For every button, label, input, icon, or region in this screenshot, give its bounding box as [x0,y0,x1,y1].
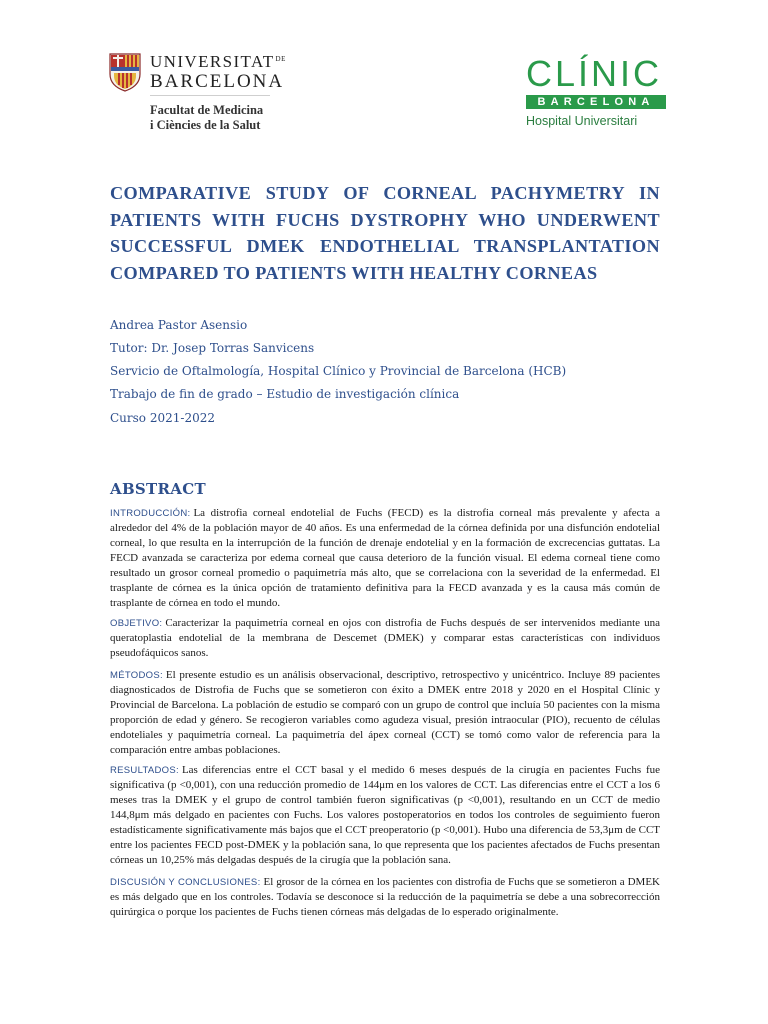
section-text: La distrofia corneal endotelial de Fuchs (FECD) es la distrofia corneal más prevalente y afecta a alrededor del 4% de la población mayor de 40 años. Es una enfermedad de la córnea definida por una disfunción endotelial corneal, lo que resulta en la interrupción de la función de drenaje endotelial y en la formación de excrecencias guttatas. La FECD avanzada se caracteriza por edema corneal que causa deterioro de la función visual. El edema corneal tiene como resultado un grosor corneal promedio o paquimetría más alto, que se correlaciona con la severidad de la enfermedad. El trasplante de córnea es la única opción de tratamiento definitiva para la FECD avanzada y es la causa más común de trasplante de córnea en todo el mundo. [110,507,660,609]
author: Andrea Pastor Asensio [110,318,248,332]
service: Servicio de Oftalmología, Hospital Clínico y Provincial de Barcelona (HCB) [110,364,567,378]
section-label: MÉTODOS: [110,670,163,681]
document-title: COMPARATIVE STUDY OF CORNEAL PACHYMETRY IN PATIENTS WITH FUCHS DYSTROPHY WHO UNDERWENT SUCCESSFUL DMEK ENDOTHELIAL TRANSPLANTATION COMPARED TO PATIENTS WITH HEALTHY CORNEAS [110,183,660,283]
section-label: INTRODUCCIÓN: [110,508,191,519]
ub-name-top-small: DE [275,55,286,63]
section-label: RESULTADOS: [110,765,179,776]
course: Curso 2021-2022 [110,411,215,425]
abstract-methods [110,668,660,758]
section-label: OBJETIVO: [110,618,163,629]
work-type: Trabajo de fin de grado – Estudio de investigación clínica [110,387,460,401]
ub-logo [108,48,288,138]
clinic-name: CLÍNIC [526,53,663,94]
ub-faculty-line1: Facultat de Medicina [150,103,264,117]
ub-name-top: $UNIVERSITAT^{DE}$ [150,52,286,71]
abstract-heading: ABSTRACT [110,480,206,498]
clinic-subtitle: Hospital Universitari [526,114,638,128]
section-label: DISCUSIÓN Y CONCLUSIONES: [110,877,261,888]
abstract-results [110,763,660,868]
ub-divider [150,95,270,96]
abstract-discussion [110,875,660,920]
section-text: El grosor de la córnea en los pacientes con distrofia de Fuchs que se sometieron a DMEK es más delgado que en los controles. Todavía se desconoce si la reducción de la paquimetría se debe a una sobrecorrección quirúrgica o porque los pacientes de Fuchs tienen córneas más delgadas de lo esperado originalmente. [110,876,660,918]
section-text: El presente estudio es un análisis observacional, descriptivo, retrospectivo y unicéntrico. Incluye 89 pacientes diagnosticados de Distrofia de Fuchs que se sometieron con éxito a DMEK entre 2018 y 2020 en el Hospital Clínic y Provincial de Barcelona. La población de estudio se comparó con un grupo de control que incluía 50 pacientes con la misma proporción de edad y género. Se recogieron variables como agudeza visual, presión intraocular (PIO), recuento de células endoteliales y paquimetría corneal. La paquimetría del ápex corneal (CCT) se tomó como valor de referencia para la comparación entre ambas poblaciones. [110,669,660,756]
clinic-city-bar: BARCELONA [526,95,666,109]
ub-crest-icon [108,52,142,92]
clinic-logo [520,54,668,134]
abstract-objective [110,616,660,661]
abstract-introduction [110,506,660,611]
tutor: Tutor: Dr. Josep Torras Sanvicens [110,341,315,355]
section-text: Caracterizar la paquimetría corneal en ojos con distrofia de Fuchs después de ser intervenidos mediante una queratoplastia endotelial de la membrana de Descemet (DMEK) y comparar estas características con individuos pseudofáquicos sanos. [110,617,660,659]
ub-faculty-line2: i Ciències de la Salut [150,118,261,132]
section-text: Las diferencias entre el CCT basal y el medido 6 meses después de la cirugía en pacientes Fuchs fue significativa (p <0,001), con una reducción promedio de 144μm en los valores de CCT. Las diferencias entre el CCT a los 6 meses tras la DMEK y el grupo de control también fueron significativas (p <0,001), resultando en un CCT de medio 144,8μm más delgado en pacientes con Fuchs. Los valores postoperatorios en todos los controles de seguimiento fueron estadísticamente significativamente más bajos que el CCT preoperatorio (p <0,001). Hubo una diferencia de 53,3μm de CCT entre los pacientes FECD post-DMEK y la población sana, lo que representa que los pacientes afectados de Fuchs presentan córneas un 10,25% más delgadas después de la cirugía que la población sana. [110,764,660,866]
ub-name-bottom: BARCELONA [150,71,285,92]
